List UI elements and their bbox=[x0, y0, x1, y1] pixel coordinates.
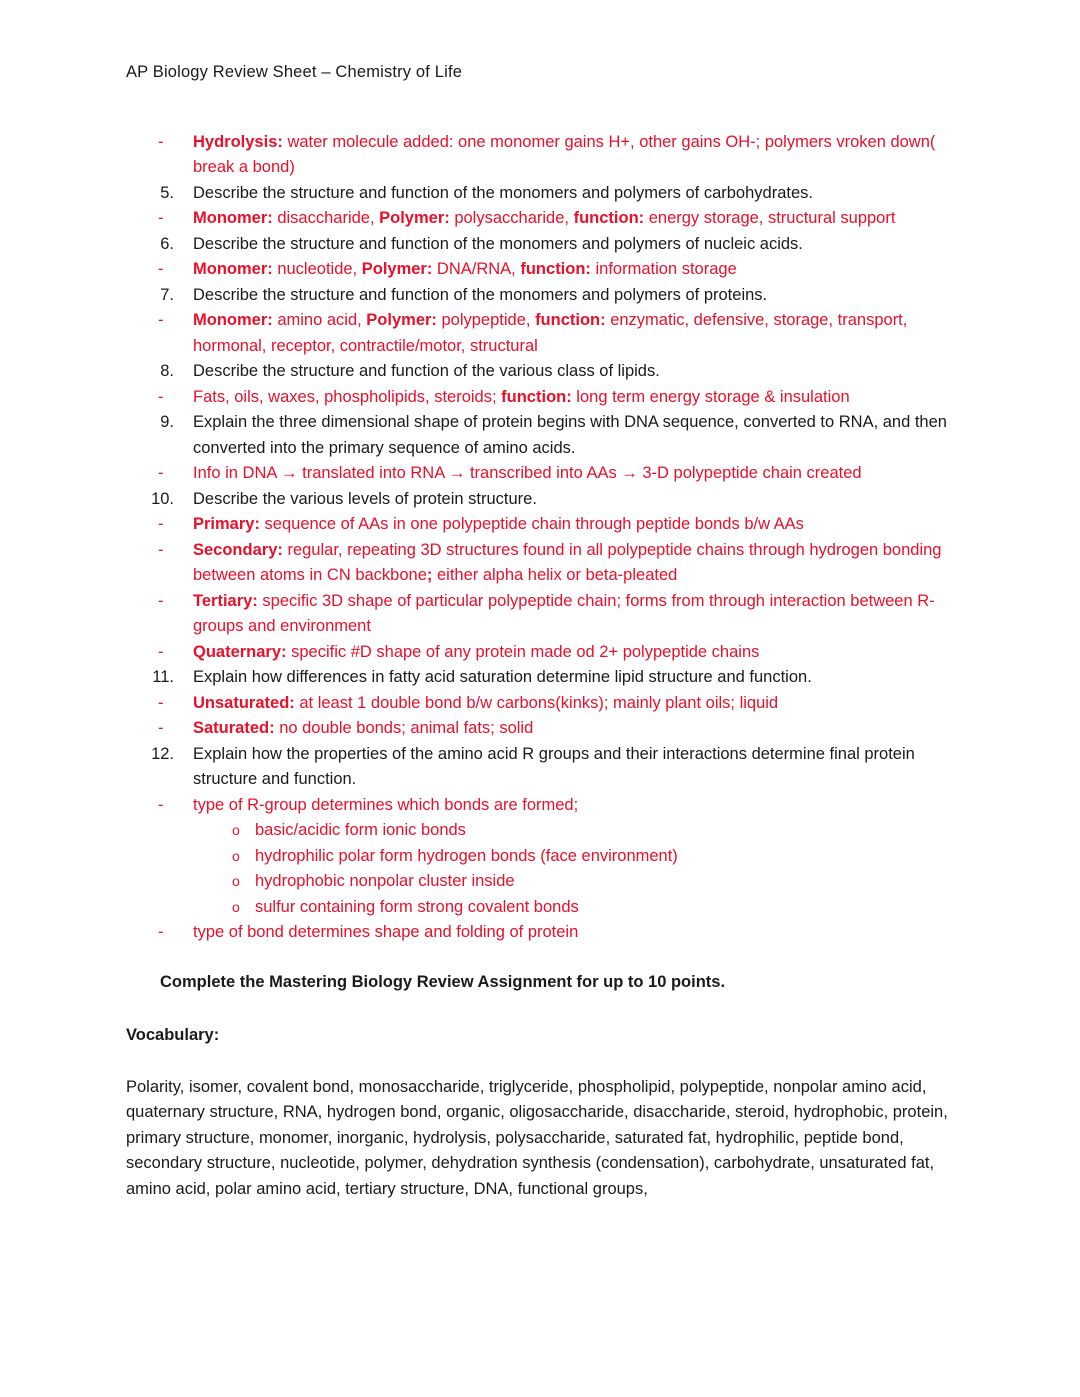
outline-term-detail: Describe the structure and function of the monomers and polymers of nucleic acids. bbox=[193, 234, 803, 253]
outline-item bbox=[126, 538, 980, 589]
outline-item bbox=[126, 359, 980, 385]
outline-item-text bbox=[193, 311, 907, 355]
list-dash-marker: - bbox=[158, 387, 164, 406]
outline-item bbox=[126, 257, 980, 283]
outline-term-label: Tertiary: bbox=[193, 591, 258, 610]
outline-item-text bbox=[193, 592, 935, 636]
outline-term-detail: basic/acidic form ionic bonds bbox=[255, 821, 466, 839]
outline-item bbox=[126, 818, 980, 844]
outline-term-detail: Explain the three dimensional shape of protein begins with DNA sequence, converted to RNA, and then converted into the primary sequence of amino acids. bbox=[193, 413, 947, 457]
list-dash-marker: - bbox=[158, 719, 164, 737]
outline-term-label: function: bbox=[501, 387, 572, 406]
outline-term-label: Primary: bbox=[193, 515, 260, 533]
outline-term-label: ; bbox=[426, 566, 433, 584]
outline-term-detail: type of R-group determines which bonds are formed; bbox=[193, 795, 579, 814]
outline-item bbox=[126, 461, 980, 487]
outline-item bbox=[126, 206, 980, 232]
outline-item-text bbox=[193, 796, 578, 814]
list-dash-marker: - bbox=[158, 795, 164, 814]
outline-item bbox=[126, 640, 980, 666]
outline-term-detail: information storage bbox=[590, 260, 737, 278]
outline-item-text bbox=[255, 898, 579, 916]
assignment-note: Complete the Mastering Biology Review Assignment for up to 10 points. bbox=[160, 972, 726, 991]
outline-item bbox=[126, 130, 980, 181]
outline-item-text bbox=[255, 872, 515, 890]
list-dash-marker: - bbox=[158, 464, 164, 482]
outline-item-text bbox=[193, 643, 759, 661]
outline-item bbox=[126, 512, 980, 538]
outline-item-text bbox=[193, 541, 941, 585]
outline-term-detail: DNA/RNA, bbox=[432, 260, 521, 278]
outline-term-label: Secondary: bbox=[193, 540, 283, 559]
list-number-marker: 11. bbox=[152, 668, 174, 686]
outline-term-detail: Describe the various levels of protein structure. bbox=[193, 489, 537, 508]
outline-term-label: Monomer: bbox=[193, 260, 273, 278]
outline-item bbox=[126, 691, 980, 717]
outline-term-detail: Info in DNA → translated into RNA → transcribed into AAs → 3-D polypeptide chain created bbox=[193, 464, 862, 482]
outline-item-text bbox=[193, 515, 804, 533]
outline-term-label: function: bbox=[535, 311, 606, 329]
outline-term-detail: water molecule added: one monomer gains H+, other gains OH-; polymers vroken down( break a bond) bbox=[193, 132, 936, 176]
outline-term-detail: hydrophobic nonpolar cluster inside bbox=[255, 872, 515, 890]
outline-term-detail: regular, repeating 3D structures found in all polypeptide chains through hydrogen bonding between atoms in CN backbone bbox=[193, 540, 942, 584]
list-dash-marker: - bbox=[158, 923, 164, 941]
list-dash-marker: - bbox=[158, 540, 164, 559]
list-number-marker: 12. bbox=[151, 744, 174, 763]
list-number-marker: 7. bbox=[160, 285, 174, 304]
list-number-marker: 10. bbox=[151, 489, 174, 508]
outline-term-detail: long term energy storage & insulation bbox=[571, 387, 850, 406]
outline-term-label: Saturated: bbox=[193, 719, 275, 737]
page-title: AP Biology Review Sheet – Chemistry of Life bbox=[126, 63, 463, 81]
outline-term-detail: at least 1 double bond b/w carbons(kinks); mainly plant oils; liquid bbox=[294, 693, 779, 712]
outline-item-text bbox=[193, 719, 533, 737]
outline-item bbox=[126, 487, 980, 513]
outline-term-label: Polymer: bbox=[379, 209, 450, 227]
outline-term-detail: enzymatic, defensive, storage, transport, hormonal, receptor, contractile/motor, structural bbox=[193, 311, 908, 355]
outline-item bbox=[126, 716, 980, 742]
outline-term-label: function: bbox=[520, 260, 591, 278]
outline-item-text bbox=[193, 413, 947, 457]
outline-term-detail: no double bonds; animal fats; solid bbox=[274, 719, 534, 737]
outline-term-detail: energy storage, structural support bbox=[644, 209, 896, 227]
outline-term-label: Monomer: bbox=[193, 209, 273, 227]
outline-term-detail: sulfur containing form strong covalent bonds bbox=[255, 897, 579, 916]
outline-item-text bbox=[193, 362, 660, 380]
outline-item bbox=[126, 895, 980, 921]
list-dash-marker: - bbox=[158, 209, 164, 227]
outline-item bbox=[126, 844, 980, 870]
outline-item bbox=[126, 589, 980, 640]
outline-item-text bbox=[255, 847, 678, 865]
list-dash-marker: - bbox=[158, 260, 164, 278]
outline-term-detail: specific 3D shape of particular polypeptide chain; forms from through interaction between R-groups and environment bbox=[193, 591, 935, 635]
outline-term-detail: amino acid, bbox=[272, 311, 367, 329]
outline-term-label: Unsaturated: bbox=[193, 693, 295, 712]
outline-term-detail: Describe the structure and function of the monomers and polymers of carbohydrates. bbox=[193, 183, 813, 202]
outline-term-detail: polysaccharide, bbox=[449, 209, 574, 227]
outline-item-text bbox=[193, 388, 850, 406]
outline-item-text bbox=[193, 286, 767, 304]
list-number-marker: 6. bbox=[160, 234, 174, 253]
outline-item-text bbox=[193, 184, 813, 202]
outline-term-label: function: bbox=[573, 209, 645, 227]
list-dash-marker: - bbox=[158, 693, 164, 712]
outline-term-detail: Describe the structure and function of the various class of lipids. bbox=[193, 362, 660, 380]
outline-item bbox=[126, 665, 980, 691]
list-number-marker: 9. bbox=[160, 413, 174, 431]
outline-item bbox=[126, 385, 980, 411]
outline-term-detail: hydrophilic polar form hydrogen bonds (face environment) bbox=[255, 846, 678, 865]
outline-term-detail: Explain how differences in fatty acid saturation determine lipid structure and function. bbox=[193, 668, 812, 686]
list-number-marker: 8. bbox=[160, 362, 174, 380]
outline-item-text bbox=[193, 133, 935, 177]
outline-item bbox=[126, 232, 980, 258]
outline-item-text bbox=[193, 260, 737, 278]
outline-item-text bbox=[193, 668, 812, 686]
outline-term-detail: type of bond determines shape and folding of protein bbox=[193, 923, 579, 941]
vocabulary-heading: Vocabulary: bbox=[126, 1026, 220, 1044]
outline-term-label: Hydrolysis: bbox=[193, 132, 283, 151]
outline-term-detail: specific #D shape of any protein made od 2+ polypeptide chains bbox=[286, 642, 760, 661]
list-circle-marker: o bbox=[232, 847, 240, 864]
outline-item bbox=[126, 793, 980, 819]
outline-item bbox=[126, 283, 980, 309]
outline-term-detail: Describe the structure and function of the monomers and polymers of proteins. bbox=[193, 285, 768, 304]
outline-term-detail: either alpha helix or beta-pleated bbox=[432, 566, 678, 584]
outline-term-label: Quaternary: bbox=[193, 642, 287, 661]
outline-item-text bbox=[193, 490, 537, 508]
outline-item bbox=[126, 869, 980, 895]
vocabulary-terms: Polarity, isomer, covalent bond, monosaccharide, triglyceride, phospholipid, polypeptide, nonpolar amino acid, quaternary structure, RNA, hydrogen bond, organic, oligosaccharide, disaccharide, steroid, hydrophobic, protein, primary structure, monomer, inorganic, hydrolysis, polysaccharide, saturated fat, hydrophilic, peptide bond, secondary structure, nucleotide, polymer, dehydration synthesis (condensation), carbohydrate, unsaturated fat, amino acid, polar amino acid, tertiary structure, DNA, functional groups, bbox=[126, 1077, 948, 1198]
outline-term-detail: polypeptide, bbox=[436, 311, 536, 329]
outline-item bbox=[126, 181, 980, 207]
outline-term-detail: disaccharide, bbox=[272, 209, 380, 227]
outline-item bbox=[126, 920, 980, 946]
list-dash-marker: - bbox=[158, 642, 164, 661]
outline-item-text bbox=[193, 209, 895, 227]
outline-item bbox=[126, 308, 980, 359]
list-dash-marker: - bbox=[158, 132, 164, 151]
outline-term-label: Monomer: bbox=[193, 311, 273, 329]
list-number-marker: 5. bbox=[160, 183, 174, 202]
outline-term-label: Polymer: bbox=[366, 311, 437, 329]
list-dash-marker: - bbox=[158, 591, 164, 610]
outline-term-detail: Explain how the properties of the amino acid R groups and their interactions determine final protein structure and function. bbox=[193, 744, 915, 788]
outline-item bbox=[126, 742, 980, 793]
list-circle-marker: o bbox=[232, 873, 240, 889]
list-dash-marker: - bbox=[158, 515, 164, 533]
outline-item-text bbox=[193, 745, 915, 789]
outline-term-detail: sequence of AAs in one polypeptide chain through peptide bonds b/w AAs bbox=[259, 515, 804, 533]
outline-item-text bbox=[193, 235, 803, 253]
list-circle-marker: o bbox=[232, 822, 240, 838]
review-outline bbox=[126, 130, 980, 946]
outline-item-text bbox=[193, 923, 578, 941]
outline-item-text bbox=[193, 464, 862, 482]
list-circle-marker: o bbox=[232, 898, 240, 915]
outline-item bbox=[126, 410, 980, 461]
outline-term-label: Polymer: bbox=[361, 260, 433, 278]
outline-term-detail: nucleotide, bbox=[272, 260, 362, 278]
outline-term-detail: Fats, oils, waxes, phospholipids, steroids; bbox=[193, 387, 502, 406]
outline-item-text bbox=[255, 821, 466, 839]
list-dash-marker: - bbox=[158, 311, 164, 329]
outline-item-text bbox=[193, 694, 778, 712]
